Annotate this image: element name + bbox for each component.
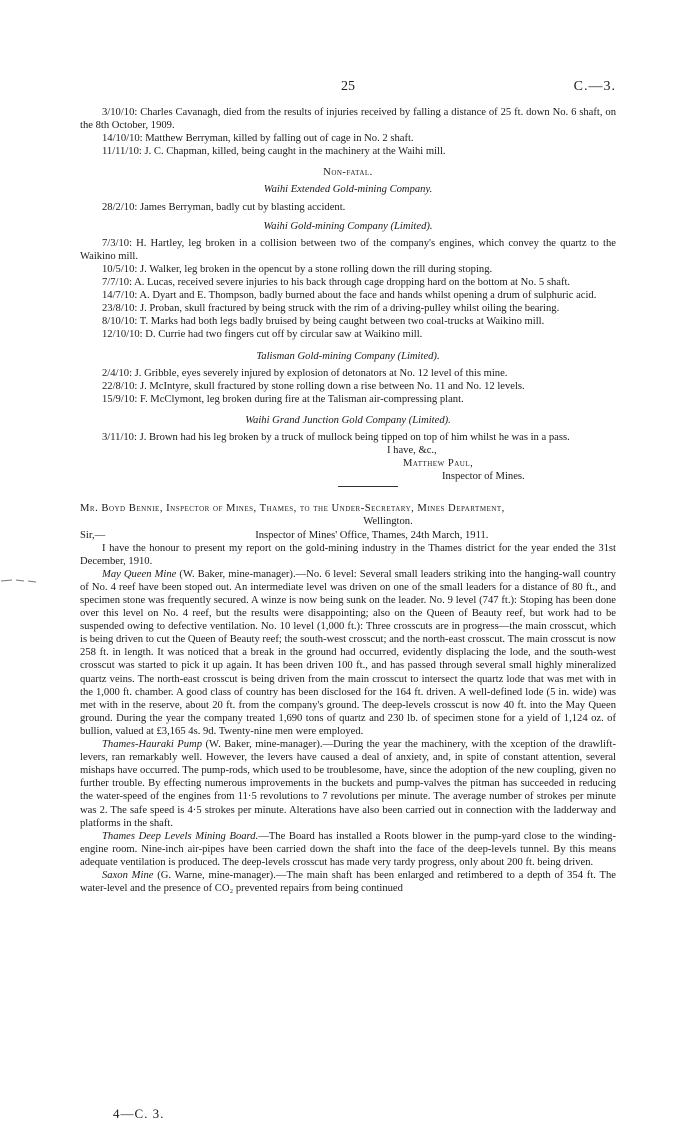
non-fatal-entry: 3/11/10: J. Brown had his leg broken by a truck of mullock being tipped on top of him whilst he was in a pass. bbox=[102, 431, 570, 443]
paragraph-text: (W. Baker, mine-manager).—No. 6 level: Several small leaders striking into the hanging-wall country of No. 4 reef have been stoped out. An intermediate level was driven on one of the small leaders for a distance of 80 ft., and specimen stone was frequently secured. A winze is now being sunk on the leader. No. 9 level (747 ft.): Stoping has been done over this level on No. 4 reef, but the results were disappointing; also on the Queen of Beauty reef, but work had to be suspended owing to defective ventilation. No. 10 level (1,000 ft.): Three crosscuts are in progress—the main crosscut, which is being driven to cut the Queen of Beauty reef; the south-west crosscut; and the north-east crosscut. The main crosscut is now 258 ft. in length. It was noticed that a break in the ground had occurred, evidently displacing the lode, and the south-west crosscut was started to pick it up again. It has been driven 100 ft., and has passed through several small highly mineralized quartz veins. The north-east crosscut is being driven from the main crosscut to intersect the quartz lode that was met with in the 1,000 ft. chamber. A good class of country has been disclosed for the 164 ft. driven. A well-defined lode (5 in. wide) was met with in the reserve, about 20 ft. from the company's ground. The deep-levels crosscut is now 40 ft. into the May Queen ground. During the year the company treated 1,690 tons of quartz and 230 lb. of specimen stone for a yield of 1,124 oz. of bullion, valued at £3,165 4s. 9d. Twenty-nine men were employed. bbox=[80, 568, 616, 737]
paragraph-lead: Thames-Hauraki Pump bbox=[102, 739, 203, 751]
report-intro: I have the honour to present my report on the gold-mining industry in the Thames district for the year ended the 31st December, 1910. bbox=[80, 542, 616, 567]
non-fatal-entry: 10/5/10: J. Walker, leg broken in the opencut by a stone rolling down the rill during stoping. bbox=[102, 263, 493, 275]
non-fatal-entry: 15/9/10: F. McClymont, leg broken during fire at the Talisman air-compressing plant. bbox=[102, 393, 464, 405]
accident-list bbox=[80, 106, 616, 895]
page-footer: 4—C. 3. bbox=[113, 1106, 165, 1121]
signature-name: Matthew Paul, bbox=[403, 458, 474, 470]
report-paragraph bbox=[80, 830, 616, 869]
fatal-entry: 14/10/10: Matthew Berryman, killed by falling out of cage in No. 2 shaft. bbox=[102, 133, 414, 145]
non-fatal-entry: 12/10/10: D. Currie had two fingers cut off by circular saw at Waikino mill. bbox=[102, 329, 423, 341]
report-address-city: Wellington. bbox=[363, 516, 413, 528]
fatal-entry: 3/10/10: Charles Cavanagh, died from the results of injuries received by falling a distance of 25 ft. down No. 6 shaft, on the 8th October, 1909. bbox=[80, 107, 616, 132]
section-divider bbox=[338, 486, 398, 487]
non-fatal-entry: 2/4/10: J. Gribble, eyes severely injured by explosion of detonators at No. 12 level of this mine. bbox=[102, 367, 508, 379]
signature-closing: I have, &c., bbox=[387, 445, 437, 457]
document-code: C.—3. bbox=[573, 79, 616, 94]
salutation-line bbox=[80, 529, 616, 542]
report-address: Mr. Boyd Bennie, Inspector of Mines, Thames, to the Under-Secretary, Mines Department, bbox=[80, 503, 505, 515]
paragraph-text: (G. Warne, mine-manager).—The main shaft has been enlarged and retimbered to a depth of 354 ft. The water-level and the presence of CO₂ prevented repairs from being continued bbox=[80, 869, 616, 895]
report-paragraph bbox=[80, 869, 616, 895]
non-fatal-entry: 28/2/10: James Berryman, badly cut by blasting accident. bbox=[102, 201, 346, 213]
signature-title: Inspector of Mines. bbox=[442, 471, 525, 483]
report-paragraph bbox=[80, 568, 616, 738]
company-heading: Waihi Grand Junction Gold Company (Limited). bbox=[245, 414, 451, 426]
page-header bbox=[80, 80, 616, 96]
company-heading: Waihi Extended Gold-mining Company. bbox=[263, 184, 433, 196]
non-fatal-entry: 7/7/10: A. Lucas, received severe injuries to his back through cage dropping hard on the bottom at No. 5 shaft. bbox=[102, 277, 571, 289]
non-fatal-entry: 7/3/10: H. Hartley, leg broken in a collision between two of the company's engines, which convey the quartz to the Waikino mill. bbox=[80, 237, 616, 262]
page-number: 25 bbox=[341, 79, 355, 94]
non-fatal-heading: Non-fatal. bbox=[323, 167, 373, 179]
non-fatal-entry: 22/8/10: J. McIntyre, skull fractured by stone rolling down a rise between No. 11 and No. 12 levels. bbox=[102, 380, 525, 392]
salutation: Sir,— bbox=[80, 529, 106, 541]
signature-block bbox=[80, 444, 616, 483]
paragraph-lead: May Queen Mine bbox=[102, 568, 177, 580]
paragraph-lead: Thames Deep Levels Mining Board. bbox=[102, 830, 259, 842]
company-heading: Talisman Gold-mining Company (Limited). bbox=[256, 350, 440, 362]
non-fatal-entry: 23/8/10: J. Proban, skull fractured by being struck with the rim of a driving-pulley whilst oiling the bearing. bbox=[102, 303, 560, 315]
margin-mark bbox=[0, 578, 38, 584]
paragraph-text: (W. Baker, mine-manager).—During the year the machinery, with the xception of the drawlift-levers, ran remarkably well. However, the levers have caused a deal of anxiety, and, in spite of constant attention, several mishaps have occurred. The pump-rods, which used to be troublesome, have, since the adoption of the new coupling, given no further trouble. By effecting numerous improvements in the buckets and pump-valves the pitman has succeeded in reducing the water-speed of the engines from 11·5 revolutions to 7 revolutions per minute. The average number of strokes per minute was 2. The safe speed is 4·5 strokes per minute. Alterations have also been carried out in connection with the ladderway and platforms in the shaft. bbox=[80, 739, 616, 829]
non-fatal-entry: 14/7/10: A. Dyart and E. Thompson, badly burned about the face and hands whilst opening a drum of sulphuric acid. bbox=[102, 290, 597, 302]
place-date: Inspector of Mines' Office, Thames, 24th March, 1911. bbox=[255, 529, 489, 541]
report-paragraph bbox=[80, 738, 616, 830]
fatal-entry: 11/11/10: J. C. Chapman, killed, being caught in the machinery at the Waihi mill. bbox=[102, 146, 446, 158]
paragraph-lead: Saxon Mine bbox=[102, 869, 154, 881]
company-heading: Waihi Gold-mining Company (Limited). bbox=[263, 220, 433, 232]
non-fatal-entry: 8/10/10: T. Marks had both legs badly bruised by being caught between two coal-trucks at Waikino mill. bbox=[102, 316, 545, 328]
paragraph-text: —The Board has installed a Roots blower in the pump-yard close to the winding-engine room. Nine-inch air-pipes have been carried down the shaft into the face of the deep-levels tunnel. By this means adequate ventilation is produced. The deep-levels crosscut has made very tardy progress, only about 200 ft. being driven. bbox=[80, 830, 617, 868]
